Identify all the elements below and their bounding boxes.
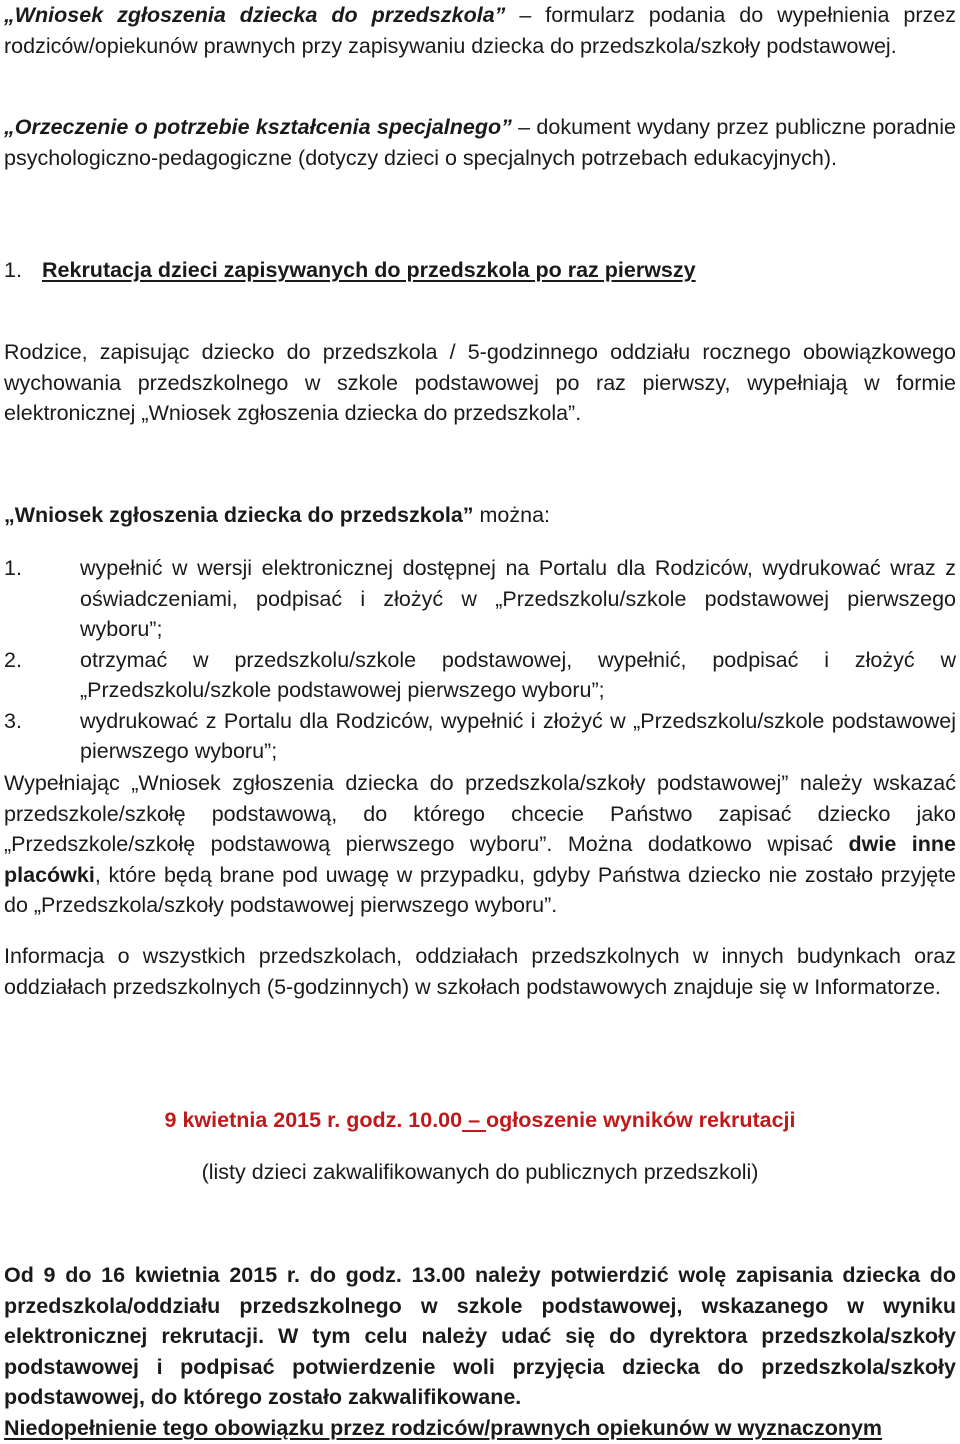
results-label: ogłoszenie wyników rekrutacji	[486, 1108, 796, 1132]
list-item-number: 3.	[4, 708, 22, 733]
definition-term: „Orzeczenie o potrzebie kształcenia specjalnego”	[4, 115, 512, 139]
definition-description: – dokument wydany przez publiczne poradnie psychologiczno-pedagogiczne (dotyczy dzieci o specjalnych potrzebach edukacyjnych).	[4, 115, 956, 170]
list-item-text: otrzymać w przedszkolu/szkole podstawowej, wypełnić, podpisać i złożyć w „Przedszkolu/szkole podstawowej pierwszego wyboru”;	[80, 647, 956, 702]
fill-info-text-end: , które będą brane pod uwagę w przypadku, gdyby Państwa dziecko nie zostało przyjęte do „Przedszkola/szkoły podstawowej pierwszego wyboru”.	[4, 862, 956, 917]
list-item-number: 2.	[4, 647, 22, 672]
ways-heading-bold: „Wniosek zgłoszenia dziecka do przedszkola”	[4, 503, 474, 527]
intro-paragraph: Rodzice, zapisując dziecko do przedszkola / 5-godzinnego oddziału rocznego obowiązkowego wychowania przedszkolnego w szkole podstawowej po raz pierwszy, wypełniają w formie elektronicznej „Wniosek zgłoszenia dziecka do przedszkola”.	[4, 340, 956, 425]
results-note: (listy dzieci zakwalifikowanych do publicznych przedszkoli)	[201, 1160, 759, 1184]
definition-wniosek	[4, 0, 956, 61]
definition-orzeczenie	[4, 112, 956, 173]
confirmation-warning: Niedopełnienie tego obowiązku przez rodziców/prawnych opiekunów w wyznaczonym	[4, 1416, 883, 1440]
list-item	[4, 645, 956, 706]
ways-list	[4, 553, 956, 767]
list-item	[4, 553, 956, 645]
definition-term: „Wniosek zgłoszenia dziecka do przedszkola”	[4, 3, 506, 27]
definition-description: – formularz podania do wypełnienia przez rodziców/opiekunów prawnych przy zapisywaniu dziecka do przedszkola/szkoły podstawowej.	[4, 3, 956, 58]
fill-info-paragraph	[4, 768, 956, 921]
list-item-text: wypełnić w wersji elektronicznej dostępnej na Portalu dla Rodziców, wydrukować wraz z oświadczeniami, podpisać i złożyć w „Przedszkolu/szkole podstawowej pierwszego wyboru”;	[80, 556, 956, 641]
section-number: 1.	[4, 258, 22, 282]
section-heading	[4, 255, 956, 286]
ways-heading-rest: można:	[473, 503, 551, 527]
list-item	[4, 706, 956, 767]
results-announcement	[4, 1105, 956, 1136]
fill-info-text: Wypełniając „Wniosek zgłoszenia dziecka do przedszkola/szkoły podstawowej” należy wskazać przedszkole/szkołę podstawową, do którego chcecie Państwo zapisać dziecko jako „Przedszkole/szkołę podstawową pierwszego wyboru”. Można dodatkowo wpisać	[4, 771, 956, 856]
list-item-text: wydrukować z Portalu dla Rodziców, wypełnić i złożyć w „Przedszkolu/szkole podstawowej pierwszego wyboru”;	[80, 708, 956, 763]
section-title: Rekrutacja dzieci zapisywanych do przedszkola po raz pierwszy	[42, 258, 696, 282]
confirmation-paragraph: Od 9 do 16 kwietnia 2015 r. do godz. 13.00 należy potwierdzić wolę zapisania dziecka do przedszkola/oddziału przedszkolnego w szkole podstawowej, wskazanego w wyniku elektronicznej rekrutacji. W tym celu należy udać się do dyrektora przedszkola/szkoły podstawowej i podpisać potwierdzenie woli przyjęcia dziecka do przedszkola/szkoły podstawowej, do którego zostało zakwalifikowane.	[4, 1263, 956, 1409]
ways-heading	[4, 500, 956, 531]
fill-info-bold: dwie inne placówki	[4, 832, 956, 887]
list-item-number: 1.	[4, 556, 22, 580]
results-date: 9 kwietnia 2015 r. godz. 10.00	[164, 1108, 463, 1132]
results-dash: –	[462, 1108, 487, 1132]
informator-paragraph: Informacja o wszystkich przedszkolach, oddziałach przedszkolnych w innych budynkach oraz oddziałach przedszkolnych (5-godzinnych) w szkołach podstawowych znajduje się w Informatorze.	[4, 944, 956, 999]
